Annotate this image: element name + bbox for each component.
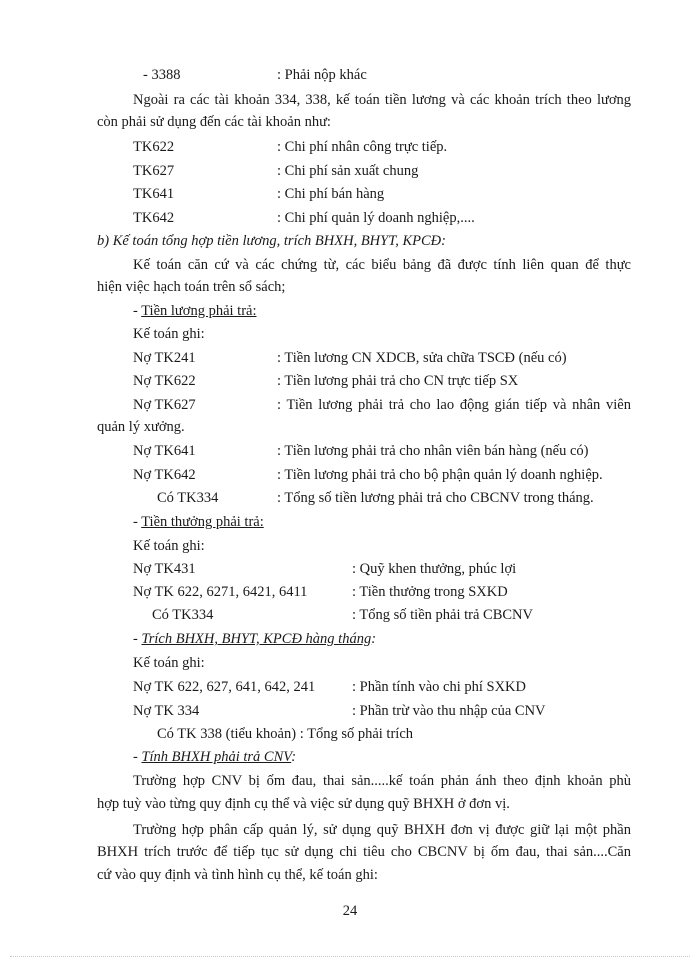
- salary-debit-desc: : Tiền lương phải trả cho CN trực tiếp SX: [277, 373, 519, 389]
- monthly-debit-desc: : Phần tính vào chi phí SXKD: [352, 679, 526, 695]
- bonus-credit-desc: : Tổng số tiền phải trả CBCNV: [352, 607, 533, 623]
- social-heading: - Tính BHXH phải trả CNV:: [133, 749, 297, 765]
- salary-ghi: Kế toán ghi:: [133, 326, 205, 342]
- account-code: TK642: [133, 210, 175, 226]
- section-b-heading: b) Kế toán tổng hợp tiền lương, trích BHXH, BHYT, KPCĐ:: [97, 233, 446, 249]
- bonus-debit-desc: : Quỹ khen thưởng, phúc lợi: [352, 561, 517, 577]
- social-p1-line-2: hợp tuỳ vào từng quy định cụ thể và việc sử dụng quỹ BHXH ở đơn vị.: [97, 796, 510, 812]
- para-b-line-1: Kế toán căn cứ và các chứng từ, các biểu bảng đã được tính liên quan để thực: [133, 257, 631, 273]
- entry-code: - 3388: [143, 67, 181, 83]
- salary-debit-code: Nợ TK622: [133, 373, 196, 389]
- salary-debit-code: Nợ TK241: [133, 350, 196, 366]
- account-desc: : Chi phí sản xuất chung: [277, 163, 419, 179]
- social-p2-line-2: BHXH trích trước để tiếp tục sử dụng chi tiêu cho CBCNV bị ốm đau, thai sản....Căn: [97, 844, 631, 860]
- monthly-heading: - Trích BHXH, BHYT, KPCĐ hàng tháng:: [133, 631, 377, 647]
- monthly-debit-code: Nợ TK 622, 627, 641, 642, 241: [133, 679, 316, 695]
- salary-debit-code: Nợ TK642: [133, 467, 196, 483]
- account-desc: : Chi phí quản lý doanh nghiệp,....: [277, 210, 475, 226]
- page-number: 24: [342, 903, 358, 919]
- social-p2-line-3: cứ vào quy định và tình hình cụ thể, kế toán ghi:: [97, 867, 378, 883]
- page-bottom-divider: [10, 956, 690, 957]
- intro-line-2: còn phải sử dụng đến các tài khoản như:: [97, 114, 331, 130]
- intro-line-1: Ngoài ra các tài khoản 334, 338, kế toán tiền lương và các khoản trích theo lương: [133, 92, 631, 108]
- bonus-heading: - Tiền thưởng phải trả:: [133, 514, 264, 530]
- bonus-ghi: Kế toán ghi:: [133, 538, 205, 554]
- salary-debit-code: Nợ TK627: [133, 397, 196, 413]
- bonus-credit-code: Có TK334: [152, 607, 214, 623]
- bonus-debit-code: Nợ TK431: [133, 561, 196, 577]
- monthly-debit-code: Nợ TK 334: [133, 703, 200, 719]
- salary-debit-desc: : Tiền lương phải trả cho nhân viên bán hàng (nếu có): [277, 443, 589, 459]
- salary-heading: - Tiền lương phải trả:: [133, 303, 257, 319]
- bonus-debit-code: Nợ TK 622, 6271, 6421, 6411: [133, 584, 308, 600]
- salary-debit-code: Nợ TK641: [133, 443, 196, 459]
- salary-credit-desc: : Tổng số tiền lương phải trả cho CBCNV trong tháng.: [277, 490, 594, 506]
- social-p2-line-1: Trường hợp phân cấp quản lý, sử dụng quỹ BHXH đơn vị được giữ lại một phần: [133, 822, 631, 838]
- account-desc: : Chi phí bán hàng: [277, 186, 385, 202]
- bonus-debit-desc: : Tiền thưởng trong SXKD: [352, 584, 508, 600]
- monthly-ghi: Kế toán ghi:: [133, 655, 205, 671]
- monthly-debit-desc: : Phần trừ vào thu nhập của CNV: [352, 703, 546, 719]
- account-code: TK641: [133, 186, 175, 202]
- account-desc: : Chi phí nhân công trực tiếp.: [277, 139, 448, 155]
- account-code: TK622: [133, 139, 175, 155]
- account-code: TK627: [133, 163, 175, 179]
- salary-debit-desc: : Tiền lương CN XDCB, sửa chữa TSCĐ (nếu có): [277, 350, 567, 366]
- salary-debit-desc: : Tiền lương phải trả cho lao động gián tiếp và nhân viên: [277, 397, 631, 413]
- social-p1-line-1: Trường hợp CNV bị ốm đau, thai sản.....kế toán phản ánh theo định khoản phù: [133, 773, 631, 789]
- monthly-credit: Có TK 338 (tiểu khoản) : Tổng số phải trích: [157, 726, 414, 742]
- salary-desc-continuation: quản lý xưởng.: [97, 419, 185, 435]
- entry-desc: : Phải nộp khác: [277, 67, 367, 83]
- para-b-line-2: hiện việc hạch toán trên sổ sách;: [97, 279, 286, 295]
- salary-debit-desc: : Tiền lương phải trả cho bộ phận quản lý doanh nghiệp.: [277, 467, 603, 483]
- salary-credit-code: Có TK334: [157, 490, 219, 506]
